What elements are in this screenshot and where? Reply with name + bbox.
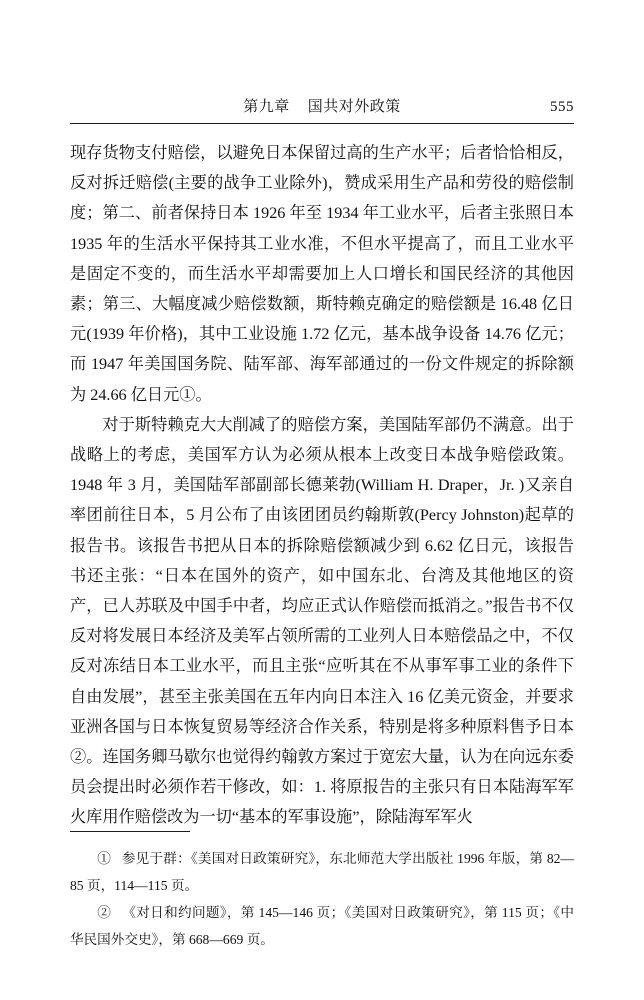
footnote-1-marker: ① bbox=[97, 851, 111, 866]
paragraph-1: 现存货物支付赔偿，以避免日本保留过高的生产水平；后者恰恰相反，反对拆迁赔偿(主要的战争工业除外)，赞成采用生产品和劳役的赔偿制度；第二、前者保持日本 1926 年至 1934 年工业水平，后者主张照日本 1935 年的生活水平保持其工业水准，不但水平提高了，而且工业水平是固定不变的，而生活水平却需要加上人口增长和国民经济的其他因素；第三、大幅度减少赔偿数额，斯特赖克确定的赔偿额是 16.48 亿日元(1939 年价格)，其中工业设施 1.72 亿元，基本战争设备 14.76 亿元；而 1947 年美国国务院、陆军部、海军部通过的一份文件规定的拆除额为 24.66 亿日元①。 bbox=[70, 144, 574, 404]
footnote-2-marker: ② bbox=[97, 905, 112, 920]
header-chapter: 第九章 bbox=[243, 99, 290, 115]
footnote-2 bbox=[70, 899, 574, 953]
header-divider bbox=[70, 123, 574, 124]
footnote-section bbox=[70, 845, 574, 953]
body-text bbox=[70, 138, 574, 833]
page-number: 555 bbox=[550, 99, 574, 115]
footnote-1-text: 参见于群：《美国对日政策研究》，东北师范大学出版社 1996 年版，第 82—85 页，114—115 页。 bbox=[70, 851, 575, 893]
header-title: 国共对外政策 bbox=[307, 99, 401, 115]
footnote-divider bbox=[70, 831, 190, 832]
paragraph-2: 对于斯特赖克大大削减了的赔偿方案，美国陆军部仍不满意。出于战略上的考虑，美国军方认为必须从根本上改变日本战争赔偿政策。1948 年 3 月，美国陆军部副部长德莱勃(William H. Draper，Jr. )又亲自率团前往日本，5 月公布了由该团团员约翰斯敦(Percy Johnston)起草的报告书。该报告书把从日本的拆除赔偿额减少到 6.62 亿日元，该报告书还主张：“日本在国外的资产，如中国东北、台湾及其他地区的资产，已人苏联及中国手中者，均应正式认作赔偿而抵消之。”报告书不仅反对将发展日本经济及美军占领所需的工业列人日本赔偿品之中，不仅反对冻结日本工业水平，而且主张“应听其在不从事军事工业的条件下自由发展”，甚至主张美国在五年内向日本注入 16 亿美元资金，并要求亚洲各国与日本恢复贸易等经济合作关系，特别是将多种原料售予日本②。连国务卿马歇尔也觉得约翰敦方案过于宽宏大量，认为在向远东委员会提出时必须作若干修改，如：1. 将原报告的主张只有日本陆海军军火库用作赔偿改为一切“基本的军事设施”，除陆海军军火 bbox=[70, 415, 574, 827]
footnote-2-text: 《对日和约问题》，第 145—146 页；《美国对日政策研究》，第 115 页；《中华民国外交史》，第 668—669 页。 bbox=[70, 905, 574, 947]
page-header bbox=[70, 95, 574, 116]
footnote-1 bbox=[70, 845, 574, 899]
header-title-group bbox=[243, 95, 401, 116]
